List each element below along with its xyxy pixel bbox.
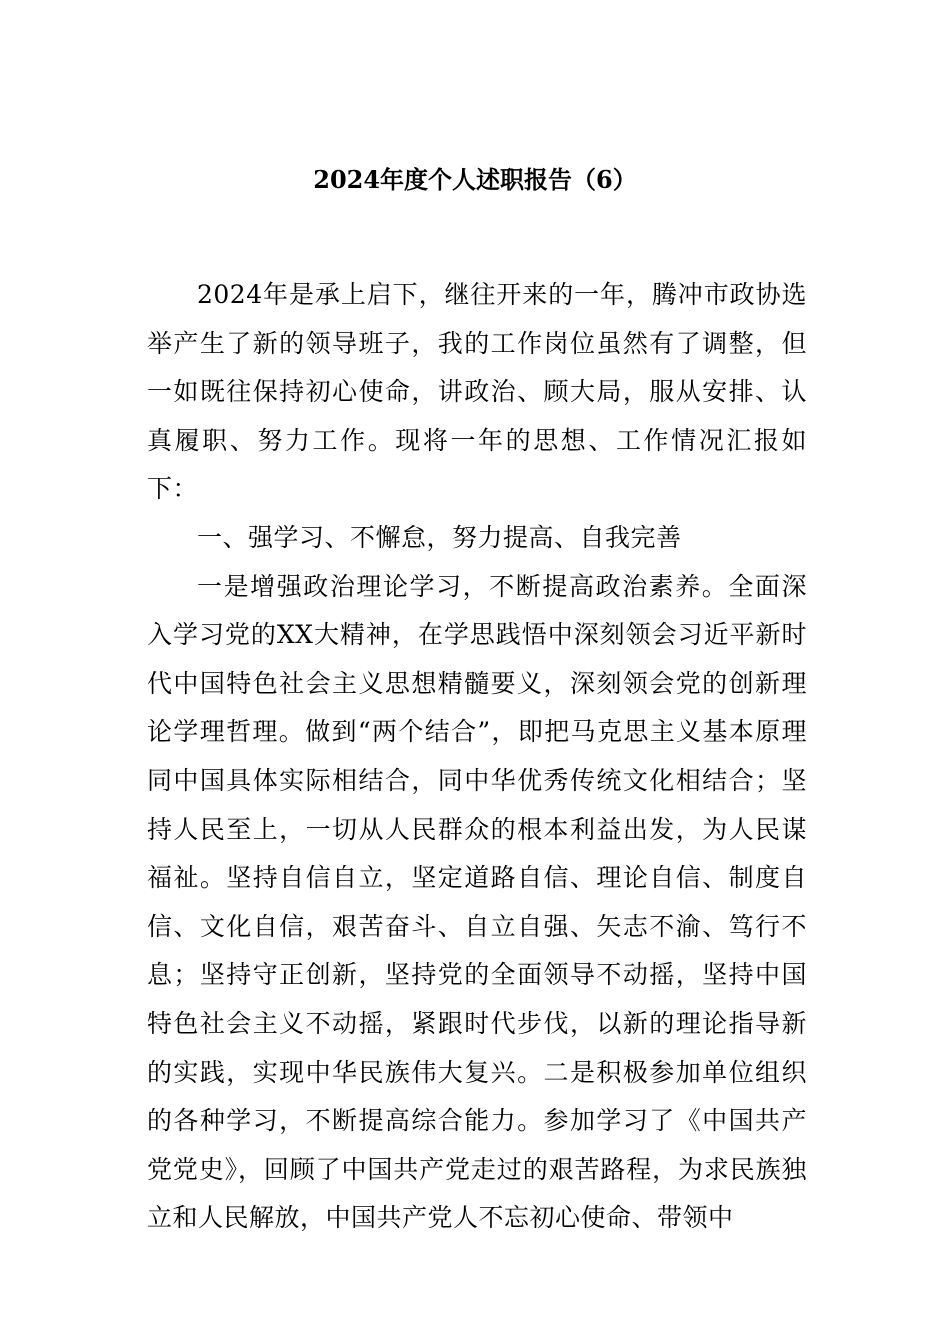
document-body: [147, 271, 807, 1243]
document-title: 2024年度个人述职报告（6）: [313, 165, 637, 194]
body-paragraph: 一是增强政治理论学习，不断提高政治素养。全面深入学习党的XX大精神，在学思践悟中深刻领会习近平新时代中国特色社会主义思想精髓要义，深刻领会党的创新理论学理哲理。做到“两个结合”，即把马克思主义基本原理同中国具体实际相结合，同中华优秀传统文化相结合；坚持人民至上，一切从人民群众的根本利益出发，为人民谋福祉。坚持自信自立，坚定道路自信、理论自信、制度自信、文化自信，艰苦奋斗、自立自强、矢志不渝、笃行不息；坚持守正创新，坚持党的全面领导不动摇，坚持中国特色社会主义不动摇，紧跟时代步伐，以新的理论指导新的实践，实现中华民族伟大复兴。二是积极参加单位组织的各种学习，不断提高综合能力。参加学习了《中国共产党党史》，回顾了中国共产党走过的艰苦路程，为求民族独立和人民解放，中国共产党人不忘初心使命、带领中: [147, 571, 807, 1233]
intro-paragraph: 2024年是承上启下，继往开来的一年，腾冲市政协选举产生了新的领导班子，我的工作岗位虽然有了调整，但一如既往保持初心使命，讲政治、顾大局，服从安排、认真履职、努力工作。现将一年的思想、工作情况汇报如下：: [147, 280, 807, 504]
section-heading: 一、强学习、不懈怠，努力提高、自我完善: [197, 522, 682, 552]
